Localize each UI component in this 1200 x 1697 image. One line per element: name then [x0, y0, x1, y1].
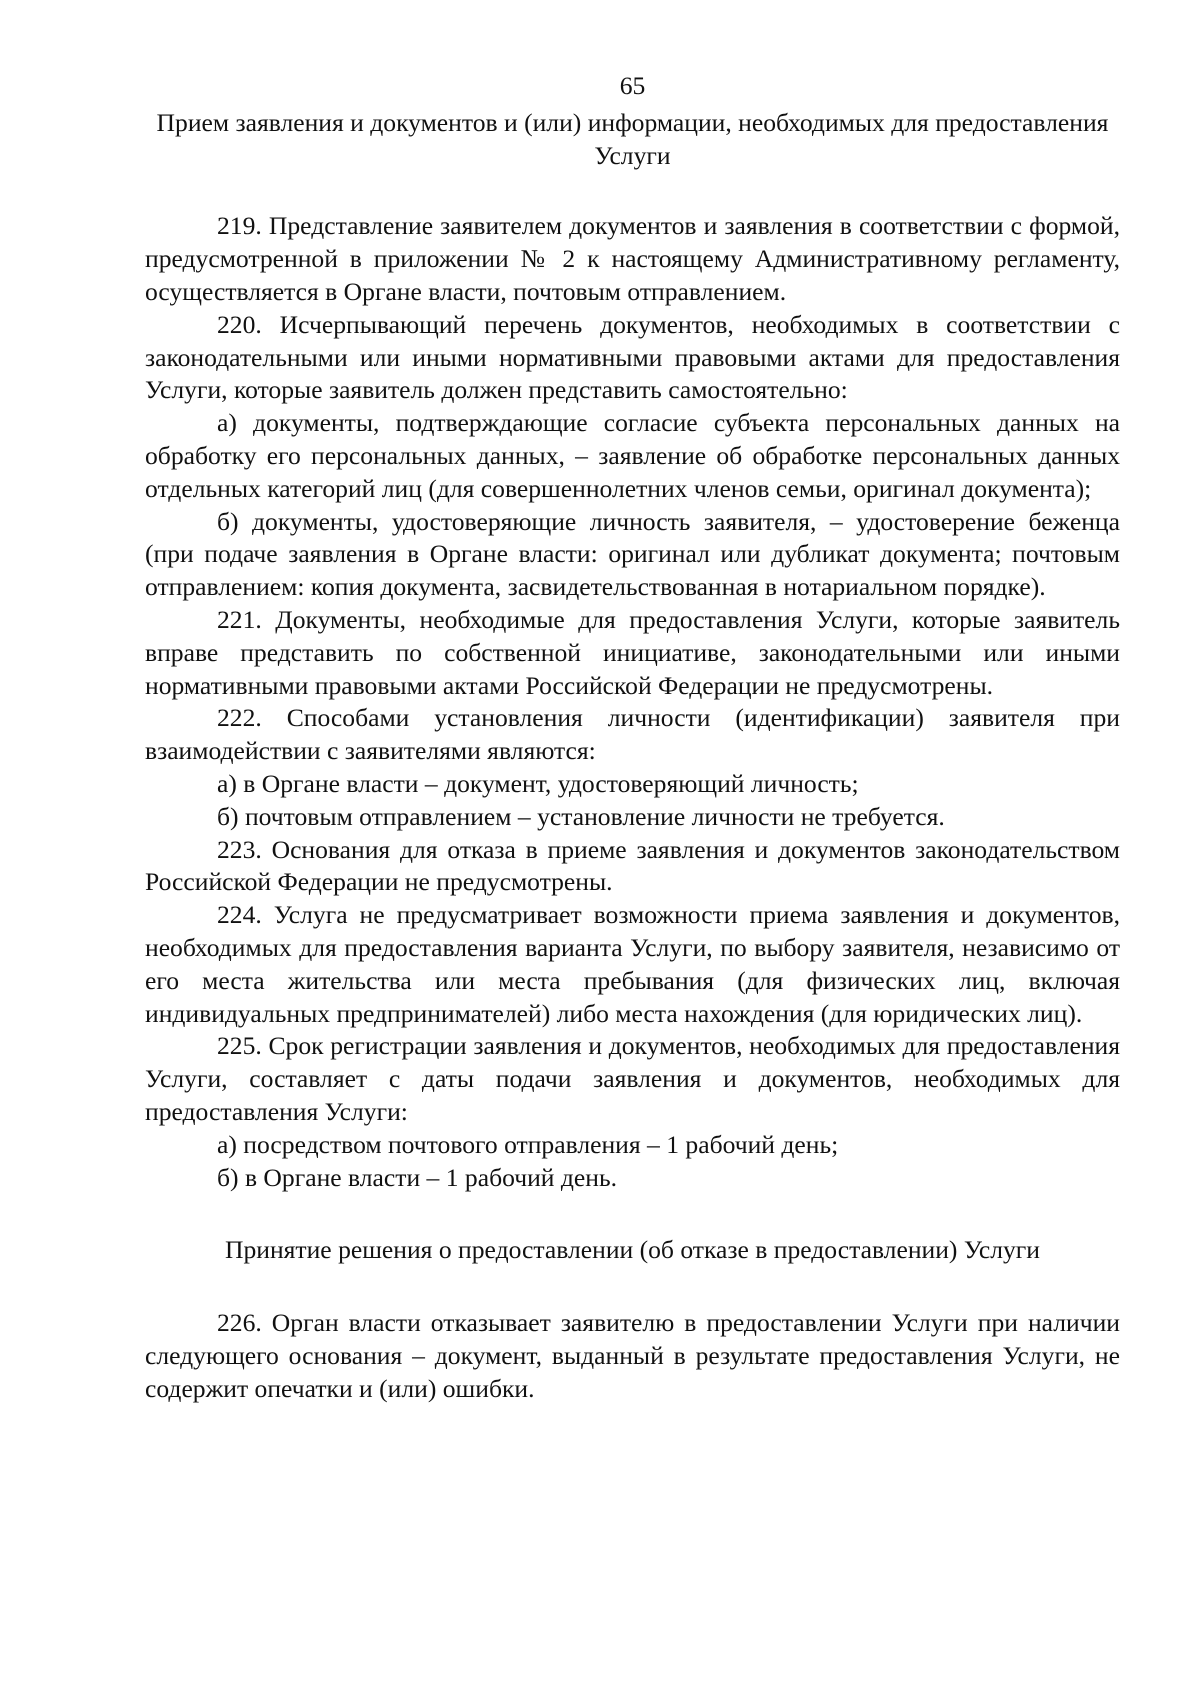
section-heading-decision: Принятие решения о предоставлении (об отказе в предоставлении) Услуги: [224, 1235, 1040, 1265]
paragraph-225-b: б) в Органе власти – 1 рабочий день.: [217, 1162, 618, 1192]
paragraph-225: 225. Срок регистрации заявления и документов, необходимых для предоставления Услуги, составляет с даты подачи заявления и документов, необходимых для предоставления Услуги:: [145, 1031, 1120, 1126]
paragraph-220-a: а) документы, подтверждающие согласие субъекта персональных данных на обработку его персональных данных, – заявление об обработке персональных данных отдельных категорий лиц (для совершеннолетних членов семьи, оригинал документа);: [145, 408, 1120, 503]
page-content: [145, 70, 1120, 1405]
paragraph-219: 219. Представление заявителем документов и заявления в соответствии с формой, предусмотренной в приложении № 2 к настоящему Административному регламенту, осуществляется в Органе власти, почтовым отправлением.: [145, 211, 1120, 306]
paragraph-223: 223. Основания для отказа в приеме заявления и документов законодательством Российской Федерации не предусмотрены.: [145, 834, 1120, 897]
paragraph-225-a: а) посредством почтового отправления – 1 рабочий день;: [217, 1129, 839, 1159]
paragraph-222: 222. Способами установления личности (идентификации) заявителя при взаимодействии с заявителями являются:: [145, 703, 1120, 766]
section-heading-reception: Прием заявления и документов и (или) информации, необходимых для предоставления Услуги: [156, 107, 1109, 170]
paragraph-220-b: б) документы, удостоверяющие личность заявителя, – удостоверение беженца (при подаче заявления в Органе власти: оригинал или дубликат документа; почтовым отправлением: копия документа, засвидетельствованная в нотариальном порядке).: [145, 506, 1120, 602]
paragraph-224: 224. Услуга не предусматривает возможности приема заявления и документов, необходимых для предоставления варианта Услуги, по выбору заявителя, независимо от его места жительства или места пребывания (для физических лиц, включая индивидуальных предпринимателей) либо места нахождения (для юридических лиц).: [145, 900, 1120, 1028]
paragraph-222-a: а) в Органе власти – документ, удостоверяющий личность;: [217, 768, 859, 798]
paragraph-220: 220. Исчерпывающий перечень документов, необходимых в соответствии с законодательными или иными нормативными правовыми актами для предоставления Услуги, которые заявитель должен представить самостоятельно:: [145, 309, 1120, 405]
paragraph-221: 221. Документы, необходимые для предоставления Услуги, которые заявитель вправе представить по собственной инициативе, законодательными или иными нормативными правовыми актами Российской Федерации не предусмотрены.: [145, 604, 1120, 700]
paragraph-226: 226. Орган власти отказывает заявителю в предоставлении Услуги при наличии следующего основания – документ, выданный в результате предоставления Услуги, не содержит опечатки и (или) ошибки.: [145, 1308, 1120, 1403]
page-number: 65: [619, 71, 646, 100]
paragraph-222-b: б) почтовым отправлением – установление личности не требуется.: [217, 801, 945, 831]
